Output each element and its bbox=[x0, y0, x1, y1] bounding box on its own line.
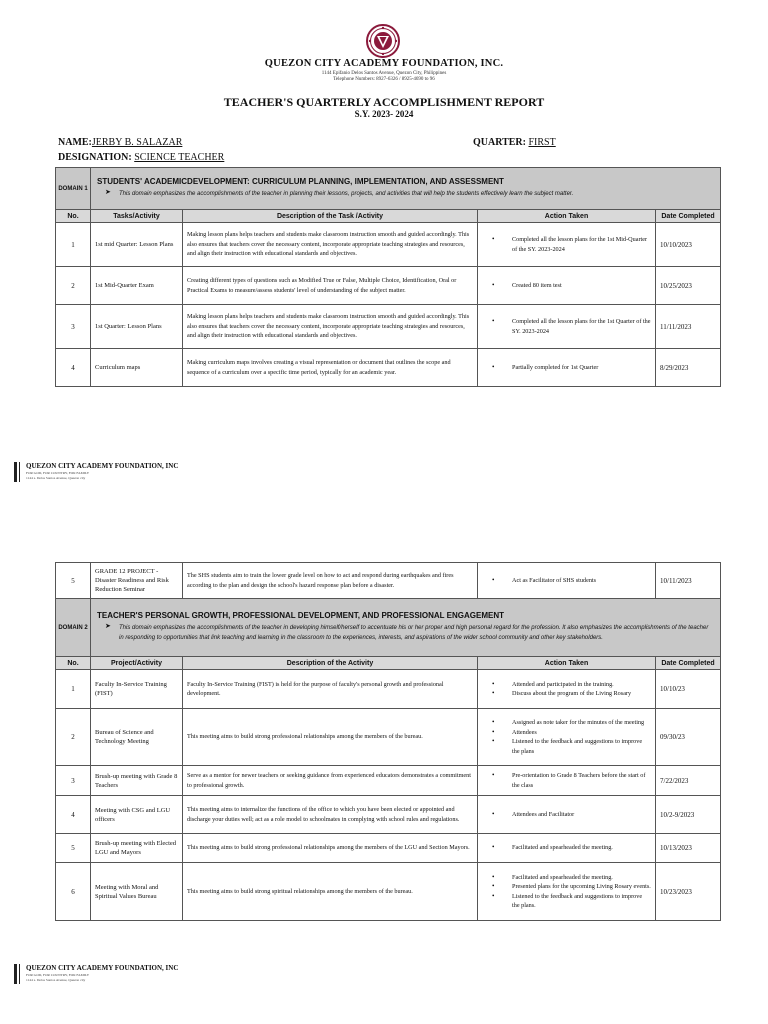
row-description: Serve as a mentor for newer teachers or seeking guidance from experienced educators demonstrates a commitment to professional growth. bbox=[183, 766, 478, 796]
school-year: S.Y. 2023- 2024 bbox=[354, 109, 414, 119]
row-description: Creating different types of questions such as Modified True or False, Multiple Choice, Identification, Oral or Practical Exams to measure/assess students' level of understanding of the subject matter. bbox=[183, 267, 478, 305]
action-item: • Created 80 item test bbox=[492, 281, 651, 291]
domain2-description-block bbox=[97, 620, 714, 645]
table-row bbox=[56, 349, 721, 387]
row-date: 10/10/2023 bbox=[656, 223, 721, 267]
page-2 bbox=[0, 560, 768, 1024]
domain1-description-block bbox=[97, 186, 714, 201]
row-task: 1st mid Quarter: Lesson Plans bbox=[91, 223, 183, 267]
row-number: 5 bbox=[56, 563, 91, 599]
designation-field bbox=[58, 152, 224, 163]
domain1-table bbox=[55, 167, 721, 387]
quarter-label: QUARTER: bbox=[473, 137, 526, 148]
footer-name: QUEZON CITY ACADEMY FOUNDATION, INC bbox=[26, 964, 179, 972]
row-task: Brush-up meeting with Elected LGU and Mayors bbox=[91, 834, 183, 863]
quarter-field bbox=[473, 137, 556, 148]
domain2-title: TEACHER'S PERSONAL GROWTH, PROFESSIONAL DEVELOPMENT, AND PROFESSIONAL ENGAGEMENT bbox=[97, 610, 504, 620]
action-item: • Presented plans for the upcoming Living Rosary events. bbox=[492, 882, 651, 892]
row-number: 3 bbox=[56, 305, 91, 349]
column-header: No. bbox=[56, 210, 91, 223]
action-item: • Attendees and Facilitator bbox=[492, 810, 651, 820]
action-item: • Discuss about the program of the Living Rosary bbox=[492, 689, 651, 699]
row-description: Making lesson plans helps teachers and students make classroom instruction smooth and guided accordingly. This also ensures that teachers cover the necessary content, incorporate appropriate teaching strategies and resources, and align their instruction with educational standards and objectives. bbox=[183, 223, 478, 267]
action-item: • Act as Facilitator of SHS students bbox=[492, 576, 651, 586]
footer-motto: FOR GOD, FOR COUNTRY, FOR FAMILY bbox=[26, 471, 90, 475]
name-value: JERBY B. SALAZAR bbox=[91, 137, 183, 148]
row-description: This meeting aims to build strong professional relationships among the members of the bureau. bbox=[183, 709, 478, 766]
domain2-header-row bbox=[56, 599, 721, 657]
column-header: Description of the Activity bbox=[183, 657, 478, 670]
domain2-description: This domain emphasizes the accomplishments of the teacher in developing himself/herself to accentuate his or her proper and high personal regard for the profession. It also emphasizes the accomplishments of the teacher in responding to opportunities that link teaching and learning in the classroom to the experiences, interests, and aspirations of the wider school community and other key stakeholders. bbox=[119, 624, 709, 641]
page-gap bbox=[0, 500, 768, 560]
row-actions bbox=[478, 766, 656, 796]
footer-address: 1144 s. Delos Santos Avenue, Quezon city bbox=[26, 475, 86, 480]
domain2-heading bbox=[91, 599, 721, 657]
row-task: Meeting with Moral and Spiritual Values Bureau bbox=[91, 863, 183, 921]
row-actions bbox=[478, 796, 656, 834]
action-item: • Completed all the lesson plans for the 1st Quarter of the SY. 2023-2024 bbox=[492, 317, 651, 336]
designation-label: DESIGNATION: bbox=[58, 152, 132, 163]
school-address: 1144 Epifanio Delos Santos Avenue, Quezon City, Philippines bbox=[321, 71, 447, 76]
row-task: 1st Mid-Quarter Exam bbox=[91, 267, 183, 305]
row-actions bbox=[478, 563, 656, 599]
row-actions bbox=[478, 709, 656, 766]
designation-value: SCIENCE TEACHER bbox=[134, 152, 225, 163]
column-header: No. bbox=[56, 657, 91, 670]
row-task: Meeting with CSG and LGU officers bbox=[91, 796, 183, 834]
footer-motto: FOR GOD, FOR COUNTRY, FOR FAMILY bbox=[26, 973, 90, 977]
row-number: 3 bbox=[56, 766, 91, 796]
name-field bbox=[58, 137, 182, 148]
row-number: 1 bbox=[56, 223, 91, 267]
row-number: 6 bbox=[56, 863, 91, 921]
row-task: Curriculum maps bbox=[91, 349, 183, 387]
row-description: This meeting aims to build strong spiritual relationships among the members of the bureau. bbox=[183, 863, 478, 921]
row-description: Faculty In-Service Training (FIST) is held for the purpose of faculty's personal growth and professional development. bbox=[183, 670, 478, 709]
action-item: • Partially completed for 1st Quarter bbox=[492, 363, 651, 373]
arrow-bullet-icon: ➤ bbox=[105, 622, 111, 630]
footer-name: QUEZON CITY ACADEMY FOUNDATION, INC bbox=[26, 462, 179, 470]
column-header: Tasks/Activity bbox=[91, 210, 183, 223]
row-date: 09/30/23 bbox=[656, 709, 721, 766]
name-label: NAME: bbox=[58, 137, 92, 148]
row-description: The SHS students aim to train the lower grade level on how to act and respond during earthquakes and fires according to the plan and design the school's hazard response plan before a disaster. bbox=[183, 563, 478, 599]
table-row bbox=[56, 834, 721, 863]
domain1-heading bbox=[91, 168, 721, 210]
row-actions bbox=[478, 223, 656, 267]
row-date: 10/11/2023 bbox=[656, 563, 721, 599]
footer-bar-thin bbox=[19, 462, 20, 482]
footer-bar bbox=[14, 964, 17, 984]
row-date: 10/13/2023 bbox=[656, 834, 721, 863]
domain2-table bbox=[55, 562, 721, 921]
column-header: Date Completed bbox=[656, 210, 721, 223]
domain2-label: DOMAIN 2 bbox=[56, 599, 91, 657]
row-task: Faculty In-Service Training (FIST) bbox=[91, 670, 183, 709]
row-description: This meeting aims to build strong professional relationships among the members of the LGU and Section Mayors. bbox=[183, 834, 478, 863]
domain2-column-headers bbox=[56, 657, 721, 670]
column-header: Action Taken bbox=[478, 657, 656, 670]
row-number: 4 bbox=[56, 349, 91, 387]
domain1-label: DOMAIN 1 bbox=[56, 168, 91, 210]
school-address-block bbox=[0, 71, 768, 83]
table-row bbox=[56, 796, 721, 834]
row-task: GRADE 12 PROJECT - Disaster Readiness and Risk Reduction Seminar bbox=[91, 563, 183, 599]
domain1-description: This domain emphasizes the accomplishments of the teacher in planning their lessons, projects, and activities that will help the students effectively learn the subject matter. bbox=[119, 190, 574, 197]
action-item: • Attendees bbox=[492, 728, 651, 738]
row-date: 7/22/2023 bbox=[656, 766, 721, 796]
row-description: Making curriculum maps involves creating a visual representation or document that outlines the scope and sequence of a curriculum over a specific time period, typically for an academic year. bbox=[183, 349, 478, 387]
row-actions bbox=[478, 863, 656, 921]
table-row bbox=[56, 766, 721, 796]
action-item: • Pre-orientation to Grade 8 Teachers before the start of the class bbox=[492, 771, 651, 790]
page-1 bbox=[0, 0, 768, 500]
row-actions bbox=[478, 834, 656, 863]
arrow-bullet-icon: ➤ bbox=[105, 188, 111, 196]
table-row bbox=[56, 709, 721, 766]
column-header: Date Completed bbox=[656, 657, 721, 670]
row-description: Making lesson plans helps teachers and students make classroom instruction smooth and guided accordingly. This also ensures that teachers cover the necessary content, incorporate appropriate teaching strategies and resources, and align their instruction with educational standards and objectives. bbox=[183, 305, 478, 349]
table-row bbox=[56, 670, 721, 709]
action-item: • Attended and participated in the training. bbox=[492, 680, 651, 690]
school-name: QUEZON CITY ACADEMY FOUNDATION, INC. bbox=[264, 58, 504, 69]
row-date: 10/10/23 bbox=[656, 670, 721, 709]
quarter-value: FIRST bbox=[528, 137, 556, 148]
row-number: 2 bbox=[56, 267, 91, 305]
action-item: • Facilitated and spearheaded the meeting. bbox=[492, 873, 651, 883]
action-item: • Completed all the lesson plans for the 1st Mid-Quarter of the SY. 2023-2024 bbox=[492, 235, 651, 254]
row-number: 1 bbox=[56, 670, 91, 709]
footer-bar bbox=[14, 462, 17, 482]
column-header: Description of the Task /Activity bbox=[183, 210, 478, 223]
row-date: 10/23/2023 bbox=[656, 863, 721, 921]
row-actions bbox=[478, 670, 656, 709]
row-actions bbox=[478, 349, 656, 387]
footer-address: 1144 s. Delos Santos Avenue, Quezon city bbox=[26, 977, 86, 982]
school-phone: Telephone Numbers: 8927-6326 / 8925-4690 to 96 bbox=[333, 77, 435, 82]
action-item: • Listened to the feedback and suggestions to improve the plans bbox=[492, 737, 651, 756]
report-title: TEACHER'S QUARTERLY ACCOMPLISHMENT REPORT bbox=[223, 95, 545, 109]
row-number: 2 bbox=[56, 709, 91, 766]
footer-bar-thin bbox=[19, 964, 20, 984]
row-actions bbox=[478, 305, 656, 349]
row-description: This meeting aims to internalize the functions of the office to which you have been elected or appointed and discharge your duties well; act as a role model to schoolmates in complying with school rules and regulations. bbox=[183, 796, 478, 834]
action-item: • Assigned as note taker for the minutes of the meeting bbox=[492, 718, 651, 728]
table-row bbox=[56, 563, 721, 599]
table-row bbox=[56, 267, 721, 305]
row-date: 10/25/2023 bbox=[656, 267, 721, 305]
action-item: • Facilitated and spearheaded the meeting. bbox=[492, 843, 651, 853]
row-task: Brush-up meeting with Grade 8 Teachers bbox=[91, 766, 183, 796]
school-seal-icon bbox=[366, 24, 400, 58]
row-number: 4 bbox=[56, 796, 91, 834]
footer-sub bbox=[26, 973, 89, 982]
column-header: Project/Activity bbox=[91, 657, 183, 670]
domain1-column-headers bbox=[56, 210, 721, 223]
row-date: 8/29/2023 bbox=[656, 349, 721, 387]
row-number: 5 bbox=[56, 834, 91, 863]
action-item: • Listened to the feedback and suggestions to improve the plans. bbox=[492, 892, 651, 911]
column-header: Action Taken bbox=[478, 210, 656, 223]
domain1-header-row bbox=[56, 168, 721, 210]
footer-sub bbox=[26, 471, 89, 480]
domain1-title: STUDENTS' ACADEMICDEVELOPMENT: CURRICULUM PLANNING, IMPLEMENTATION, AND ASSESSMENT bbox=[97, 176, 504, 186]
row-actions bbox=[478, 267, 656, 305]
row-task: Bureau of Science and Technology Meeting bbox=[91, 709, 183, 766]
row-date: 11/11/2023 bbox=[656, 305, 721, 349]
row-task: 1st Quarter: Lesson Plans bbox=[91, 305, 183, 349]
table-row bbox=[56, 305, 721, 349]
row-date: 10/2-9/2023 bbox=[656, 796, 721, 834]
table-row bbox=[56, 863, 721, 921]
table-row bbox=[56, 223, 721, 267]
